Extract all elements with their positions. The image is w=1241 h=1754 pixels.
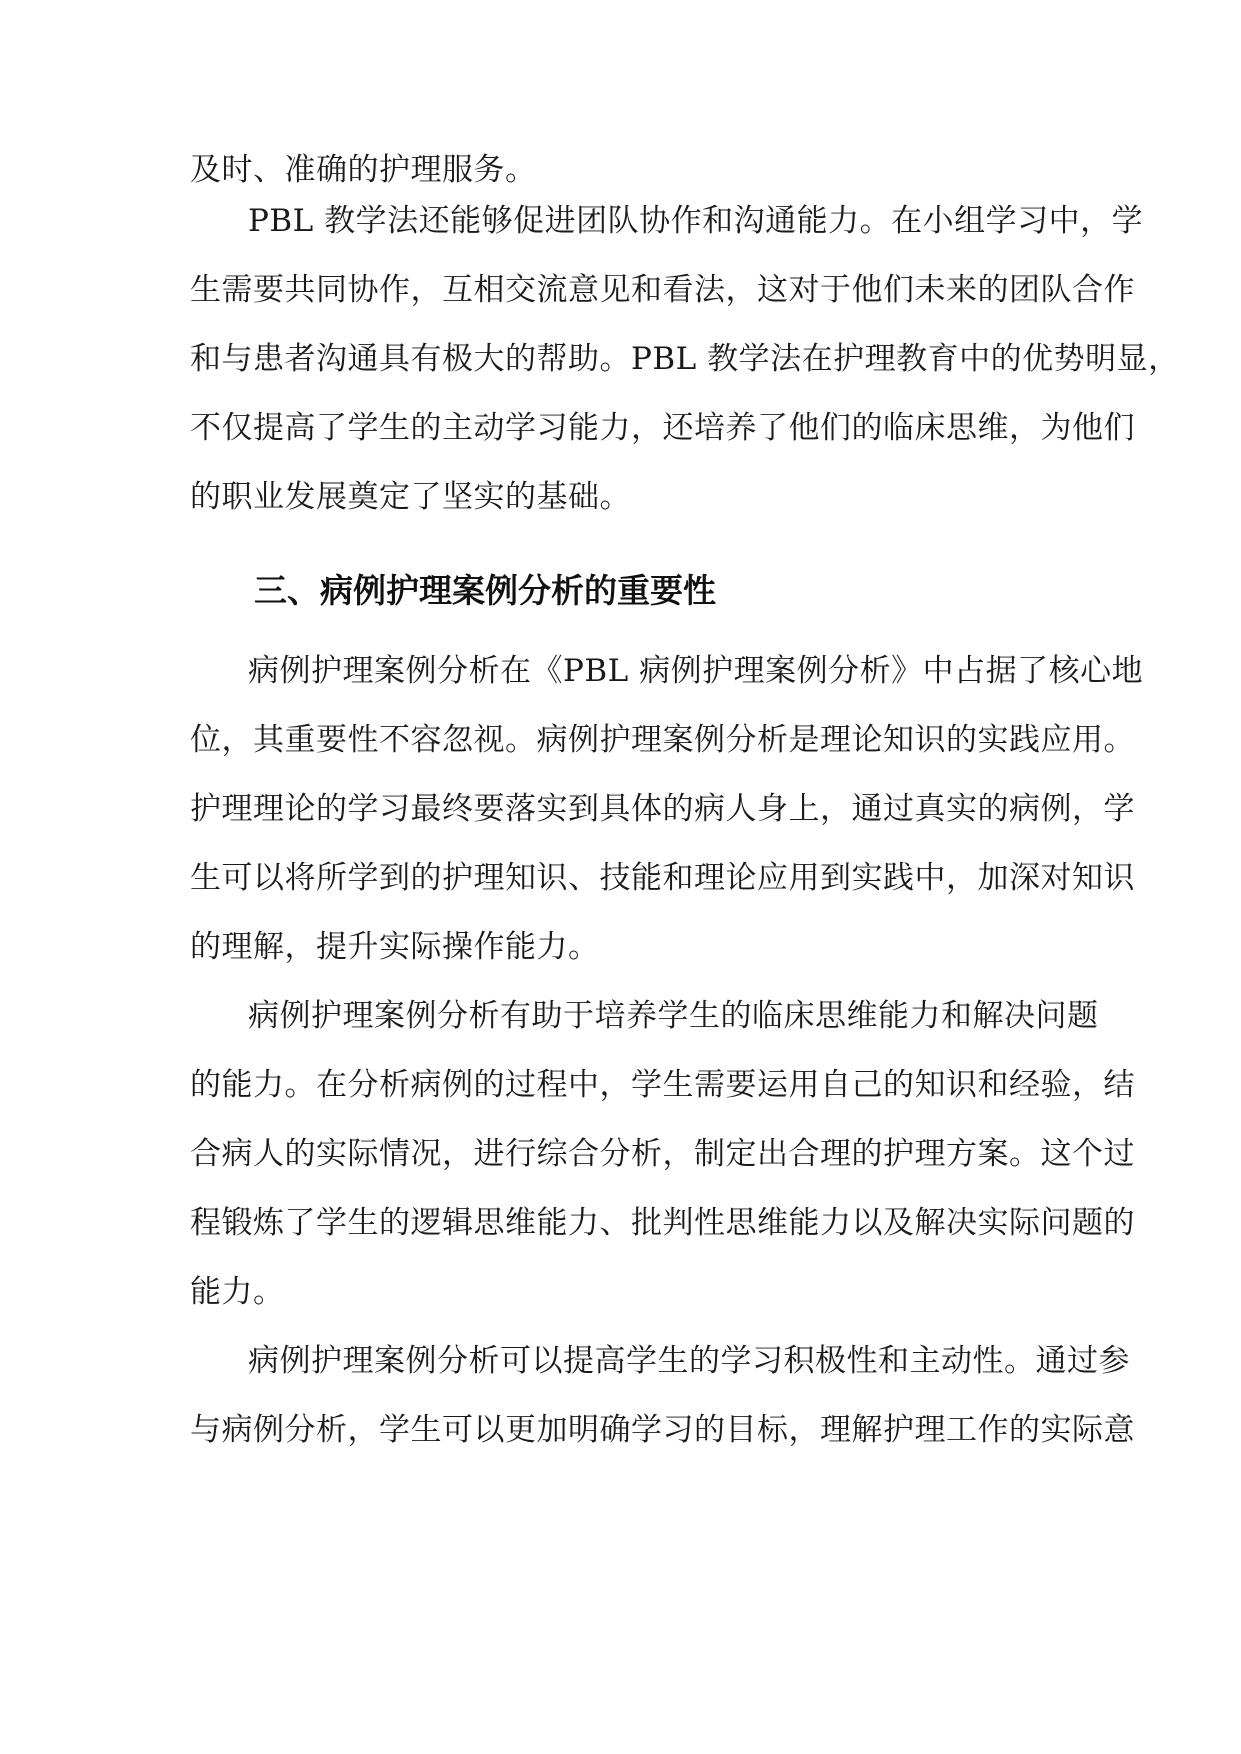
text-line: 病例护理案例分析有助于培养学生的临床思维能力和解决问题 xyxy=(248,998,1099,1034)
text-line: 护理理论的学习最终要落实到具体的病人身上，通过真实的病例，学 xyxy=(190,791,1135,827)
text-line: 能力。 xyxy=(190,1274,285,1310)
section-heading: 三、病例护理案例分析的重要性 xyxy=(254,571,716,610)
text-line: 不仅提高了学生的主动学习能力，还培养了他们的临床思维，为他们 xyxy=(190,410,1135,446)
text-line: 生可以将所学到的护理知识、技能和理论应用到实践中，加深对知识 xyxy=(190,860,1135,896)
text-line: 合病人的实际情况，进行综合分析，制定出合理的护理方案。这个过 xyxy=(190,1136,1135,1172)
text-line: 程锻炼了学生的逻辑思维能力、批判性思维能力以及解决实际问题的 xyxy=(190,1205,1135,1241)
text-line: 位，其重要性不容忽视。病例护理案例分析是理论知识的实践应用。 xyxy=(190,722,1135,758)
text-line: 及时、准确的护理服务。 xyxy=(190,152,537,188)
text-line: PBL 教学法还能够促进团队协作和沟通能力。在小组学习中，学 xyxy=(248,203,1144,239)
text-line: 的职业发展奠定了坚实的基础。 xyxy=(190,479,631,515)
text-line: 的能力。在分析病例的过程中，学生需要运用自己的知识和经验，结 xyxy=(190,1067,1135,1103)
text-line: 生需要共同协作，互相交流意见和看法，这对于他们未来的团队合作 xyxy=(190,272,1135,308)
text-line: 的理解，提升实际操作能力。 xyxy=(190,929,600,965)
text-line: 与病例分析，学生可以更加明确学习的目标，理解护理工作的实际意 xyxy=(190,1412,1135,1448)
text-line: 和与患者沟通具有极大的帮助。PBL 教学法在护理教育中的优势明显， xyxy=(190,341,1180,377)
text-line: 病例护理案例分析可以提高学生的学习积极性和主动性。通过参 xyxy=(248,1343,1130,1379)
text-line: 病例护理案例分析在《PBL 病例护理案例分析》中占据了核心地 xyxy=(248,653,1144,689)
